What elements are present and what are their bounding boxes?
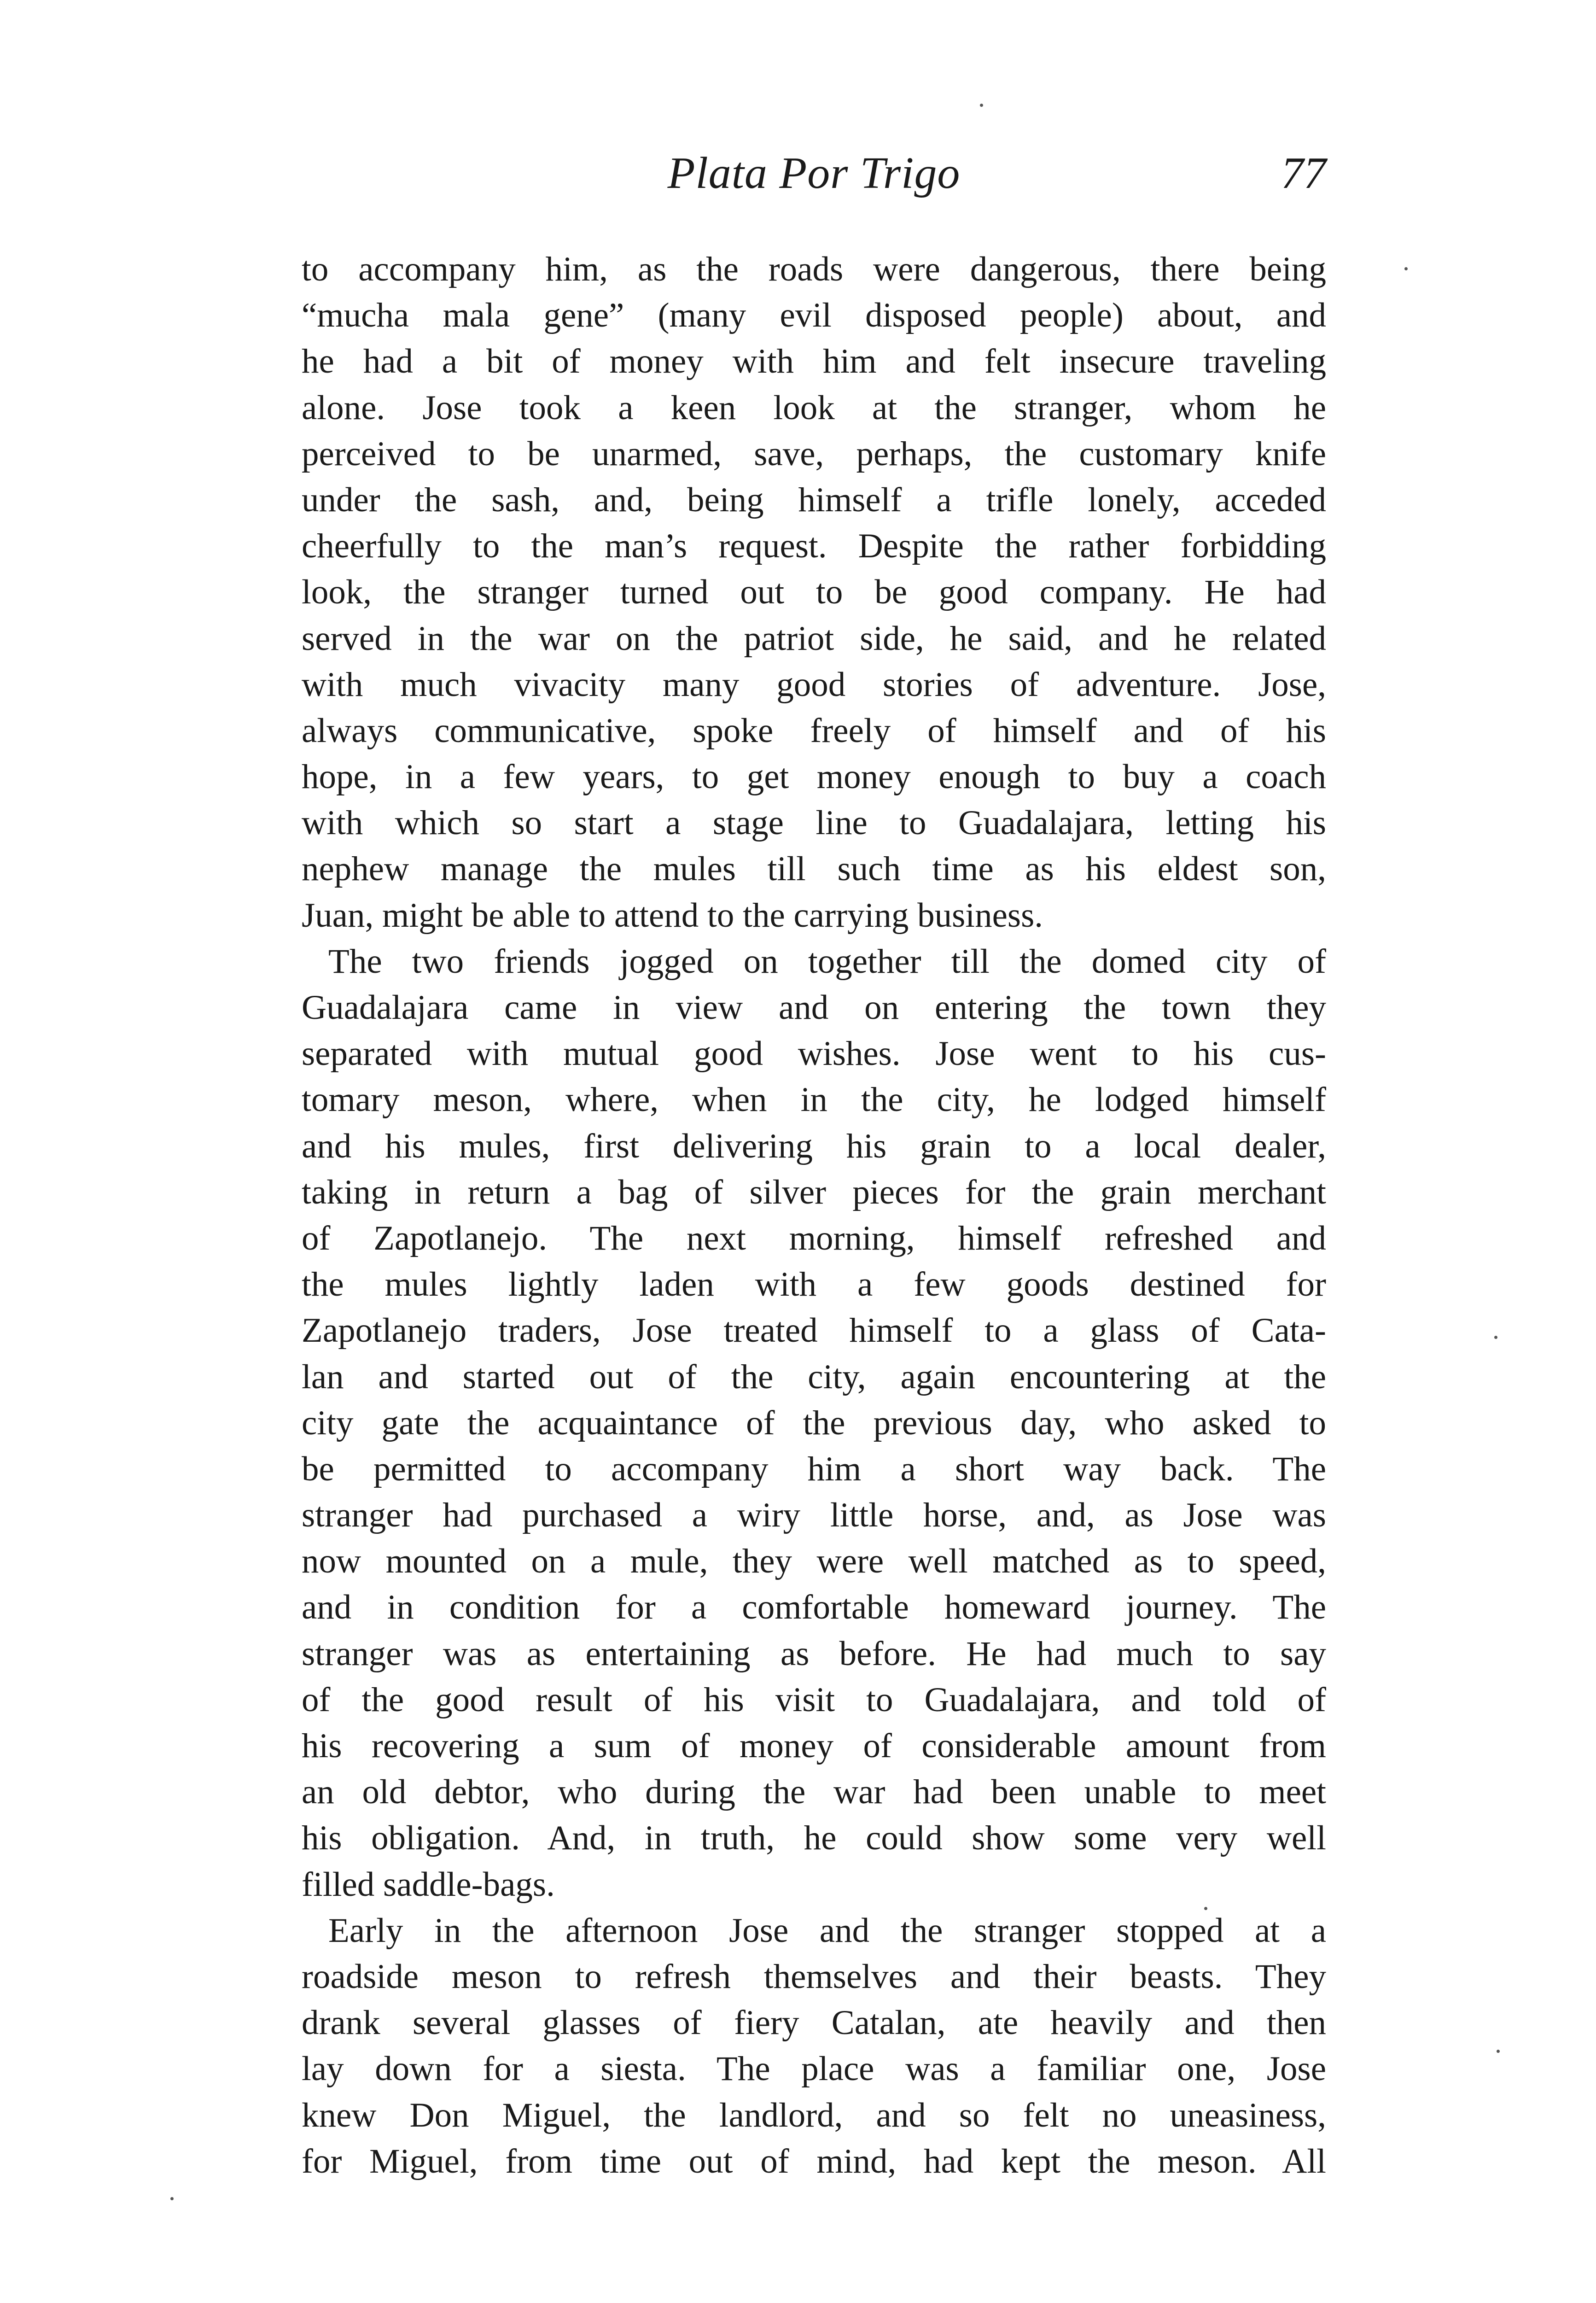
text-line: an old debtor, who during the war had been unable to meet [302, 1773, 1326, 1812]
text-line: served in the war on the patriot side, he said, and he related [302, 619, 1326, 658]
text-line: the mules lightly laden with a few goods destined for [302, 1265, 1326, 1304]
text-line: now mounted on a mule, they were well matched as to speed, [302, 1542, 1326, 1581]
text-line: roadside meson to refresh themselves and their beasts. They [302, 1957, 1326, 1996]
paragraph-start-line: Early in the afternoon Jose and the stranger stopped at a [328, 1911, 1326, 1950]
text-line: nephew manage the mules till such time as his eldest son, [302, 850, 1326, 888]
text-line: alone. Jose took a keen look at the stranger, whom he [302, 388, 1326, 427]
text-line: his recovering a sum of money of considerable amount from [302, 1727, 1326, 1765]
text-line: Juan, might be able to attend to the carrying business. [302, 896, 1043, 935]
text-line: Guadalajara came in view and on entering the town they [302, 988, 1326, 1027]
text-line: his obligation. And, in truth, he could show some very well [302, 1819, 1326, 1858]
text-line: be permitted to accompany him a short way back. The [302, 1450, 1326, 1488]
text-line: under the sash, and, being himself a trifle lonely, acceded [302, 480, 1326, 519]
text-line: of the good result of his visit to Guadalajara, and told of [302, 1680, 1326, 1719]
page-number: 77 [1281, 148, 1326, 198]
text-line: and in condition for a comfortable homeward journey. The [302, 1588, 1326, 1627]
text-line: to accompany him, as the roads were dangerous, there being [302, 250, 1326, 288]
paper-speck [1494, 1336, 1497, 1339]
text-line: separated with mutual good wishes. Jose went to his cus- [302, 1035, 1326, 1073]
body-text [302, 246, 1326, 2185]
paper-speck [980, 104, 983, 107]
paper-speck [1204, 1907, 1207, 1910]
text-line: taking in return a bag of silver pieces for the grain merchant [302, 1173, 1326, 1211]
text-line: perceived to be unarmed, save, perhaps, the customary knife [302, 434, 1326, 473]
text-line: with which so start a stage line to Guadalajara, letting his [302, 804, 1326, 842]
running-title: Plata Por Trigo [667, 148, 961, 198]
text-line: drank several glasses of fiery Catalan, ate heavily and then [302, 2004, 1326, 2042]
text-line: always communicative, spoke freely of himself and of his [302, 711, 1326, 750]
paper-speck [1497, 2050, 1500, 2053]
text-line: look, the stranger turned out to be good company. He had [302, 573, 1326, 612]
text-line: and his mules, first delivering his grain to a local dealer, [302, 1127, 1326, 1165]
text-line: tomary meson, where, when in the city, he lodged himself [302, 1081, 1326, 1119]
text-line: he had a bit of money with him and felt insecure traveling [302, 342, 1326, 381]
text-line: lay down for a siesta. The place was a familiar one, Jose [302, 2050, 1326, 2088]
text-line: for Miguel, from time out of mind, had kept the meson. All [302, 2142, 1326, 2180]
running-head [302, 143, 1326, 216]
text-line: “mucha mala gene” (many evil disposed people) about, and [302, 296, 1326, 335]
text-line: Zapotlanejo traders, Jose treated himself to a glass of Cata- [302, 1311, 1326, 1350]
text-line: with much vivacity many good stories of adventure. Jose, [302, 665, 1326, 704]
text-line: of Zapotlanejo. The next morning, himself refreshed and [302, 1219, 1326, 1257]
paper-speck [170, 2197, 174, 2200]
text-line: hope, in a few years, to get money enough to buy a coach [302, 758, 1326, 796]
text-line: stranger was as entertaining as before. He had much to say [302, 1634, 1326, 1673]
text-line: stranger had purchased a wiry little horse, and, as Jose was [302, 1496, 1326, 1535]
paper-speck [1404, 267, 1408, 270]
text-line: cheerfully to the man’s request. Despite the rather forbidding [302, 527, 1326, 566]
text-line: filled saddle-bags. [302, 1865, 555, 1904]
text-line: lan and started out of the city, again encountering at the [302, 1357, 1326, 1396]
paragraph-start-line: The two friends jogged on together till the domed city of [328, 942, 1326, 981]
text-line: knew Don Miguel, the landlord, and so felt no uneasiness, [302, 2096, 1326, 2134]
text-line: city gate the acquaintance of the previous day, who asked to [302, 1403, 1326, 1442]
